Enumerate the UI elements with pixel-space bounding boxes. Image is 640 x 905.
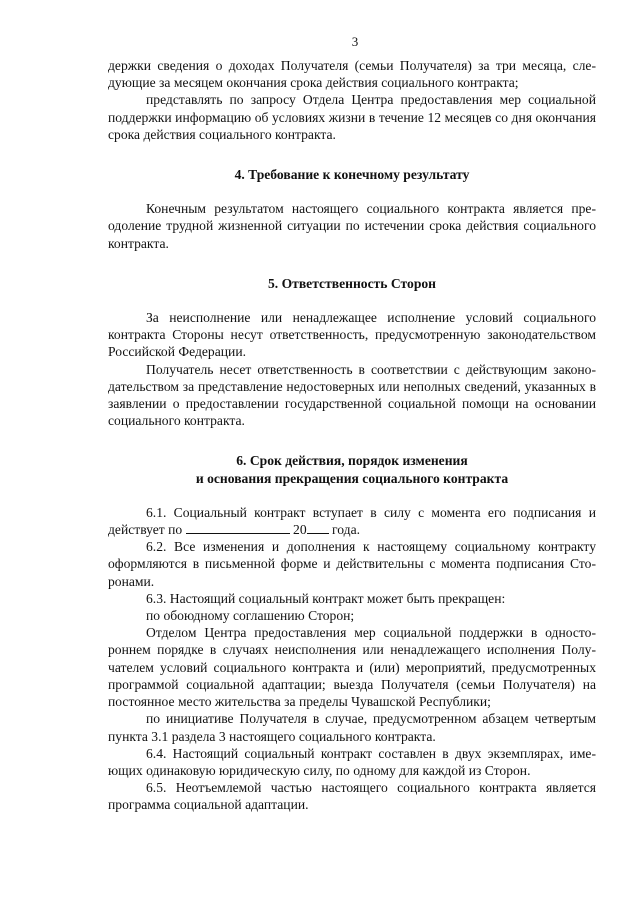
spacer — [108, 252, 596, 275]
spacer — [108, 143, 596, 166]
clause-6-1-end: года. — [332, 522, 361, 538]
spacer — [108, 183, 596, 200]
section-5-paragraph-1: За неисполнение или ненадлежащее исполнение условий социального контракта Стороны несут ответственность, предусмотренную законодательством Российской Федерации. — [108, 310, 596, 360]
date-blank-field[interactable] — [186, 521, 290, 534]
clause-6-3: 6.3. Настоящий социальный контракт может быть прекращен: — [146, 590, 506, 606]
clause-6-2: 6.2. Все изменения и дополнения к настоящему социальному контракту оформляются в письменной форме и действительны с момента подписания Сторонами. — [108, 539, 596, 589]
clause-6-4: 6.4. Настоящий социальный контракт составлен в двух экземплярах, имеющих одинаковую юридическую силу, по одному для каждой из Сторон. — [108, 745, 596, 778]
year-blank-field[interactable] — [307, 521, 329, 534]
spacer — [108, 429, 596, 452]
paragraph-income-report: держки сведения о доходах Получателя (семьи Получателя) за три месяца, следующие за месяцем окончания срока действия социального контракта; — [108, 58, 596, 91]
section-4-paragraph: Конечным результатом настоящего социального контракта является преодоление трудной жизненной ситуации по истечении срока действия социального контракта. — [108, 201, 596, 251]
section-5-heading: 5. Ответственность Сторон — [267, 275, 437, 291]
clause-6-3-recipient-initiative: по инициативе Получателя в случае, предусмотренном абзацем четвертым пункта 3.1 раздела 3 настоящего социального контракта. — [108, 711, 596, 744]
page-number: 3 — [351, 34, 359, 49]
document-page — [108, 34, 596, 814]
section-4-heading: 4. Требование к конечному результату — [234, 167, 470, 183]
clause-6-3-unilateral: Отделом Центра предоставления мер социальной поддержки в одностороннем порядке в случаях неисполнения или ненадлежащего исполнения Получателем условий социального контракта и (или) мероприятий, предусмотренных программой социальной адаптации; выезда Получателя (семьи Получателя) на постоянное место жительства за пределы Чувашской Республики; — [108, 625, 596, 710]
year-prefix: 20 — [293, 522, 307, 538]
clause-6-1-text: 6.1. Социальный контракт вступает в силу с момента его подписания и действует по — [108, 504, 596, 538]
clause-6-3-mutual: по обоюдному соглашению Сторон; — [146, 608, 355, 624]
section-5-paragraph-2: Получатель несет ответственность в соответствии с действующим законодательством за представление недостоверных или неполных сведений, указанных в заявлении о предоставлении государственной социальной помощи на основании социального контракта. — [108, 361, 596, 429]
spacer — [108, 292, 596, 309]
section-6-heading-line-2: и основания прекращения социального контракта — [195, 470, 509, 486]
paragraph-living-conditions: представлять по запросу Отдела Центра предоставления мер социальной поддержки информацию об условиях жизни в течение 12 месяцев со дня окончания срока действия социального контракта. — [108, 92, 596, 142]
section-6-heading-line-1: 6. Срок действия, порядок изменения — [236, 453, 468, 469]
clause-6-1 — [108, 504, 596, 538]
clause-6-5: 6.5. Неотъемлемой частью настоящего социального контракта является программа социальной адаптации. — [108, 780, 596, 813]
spacer — [108, 487, 596, 504]
